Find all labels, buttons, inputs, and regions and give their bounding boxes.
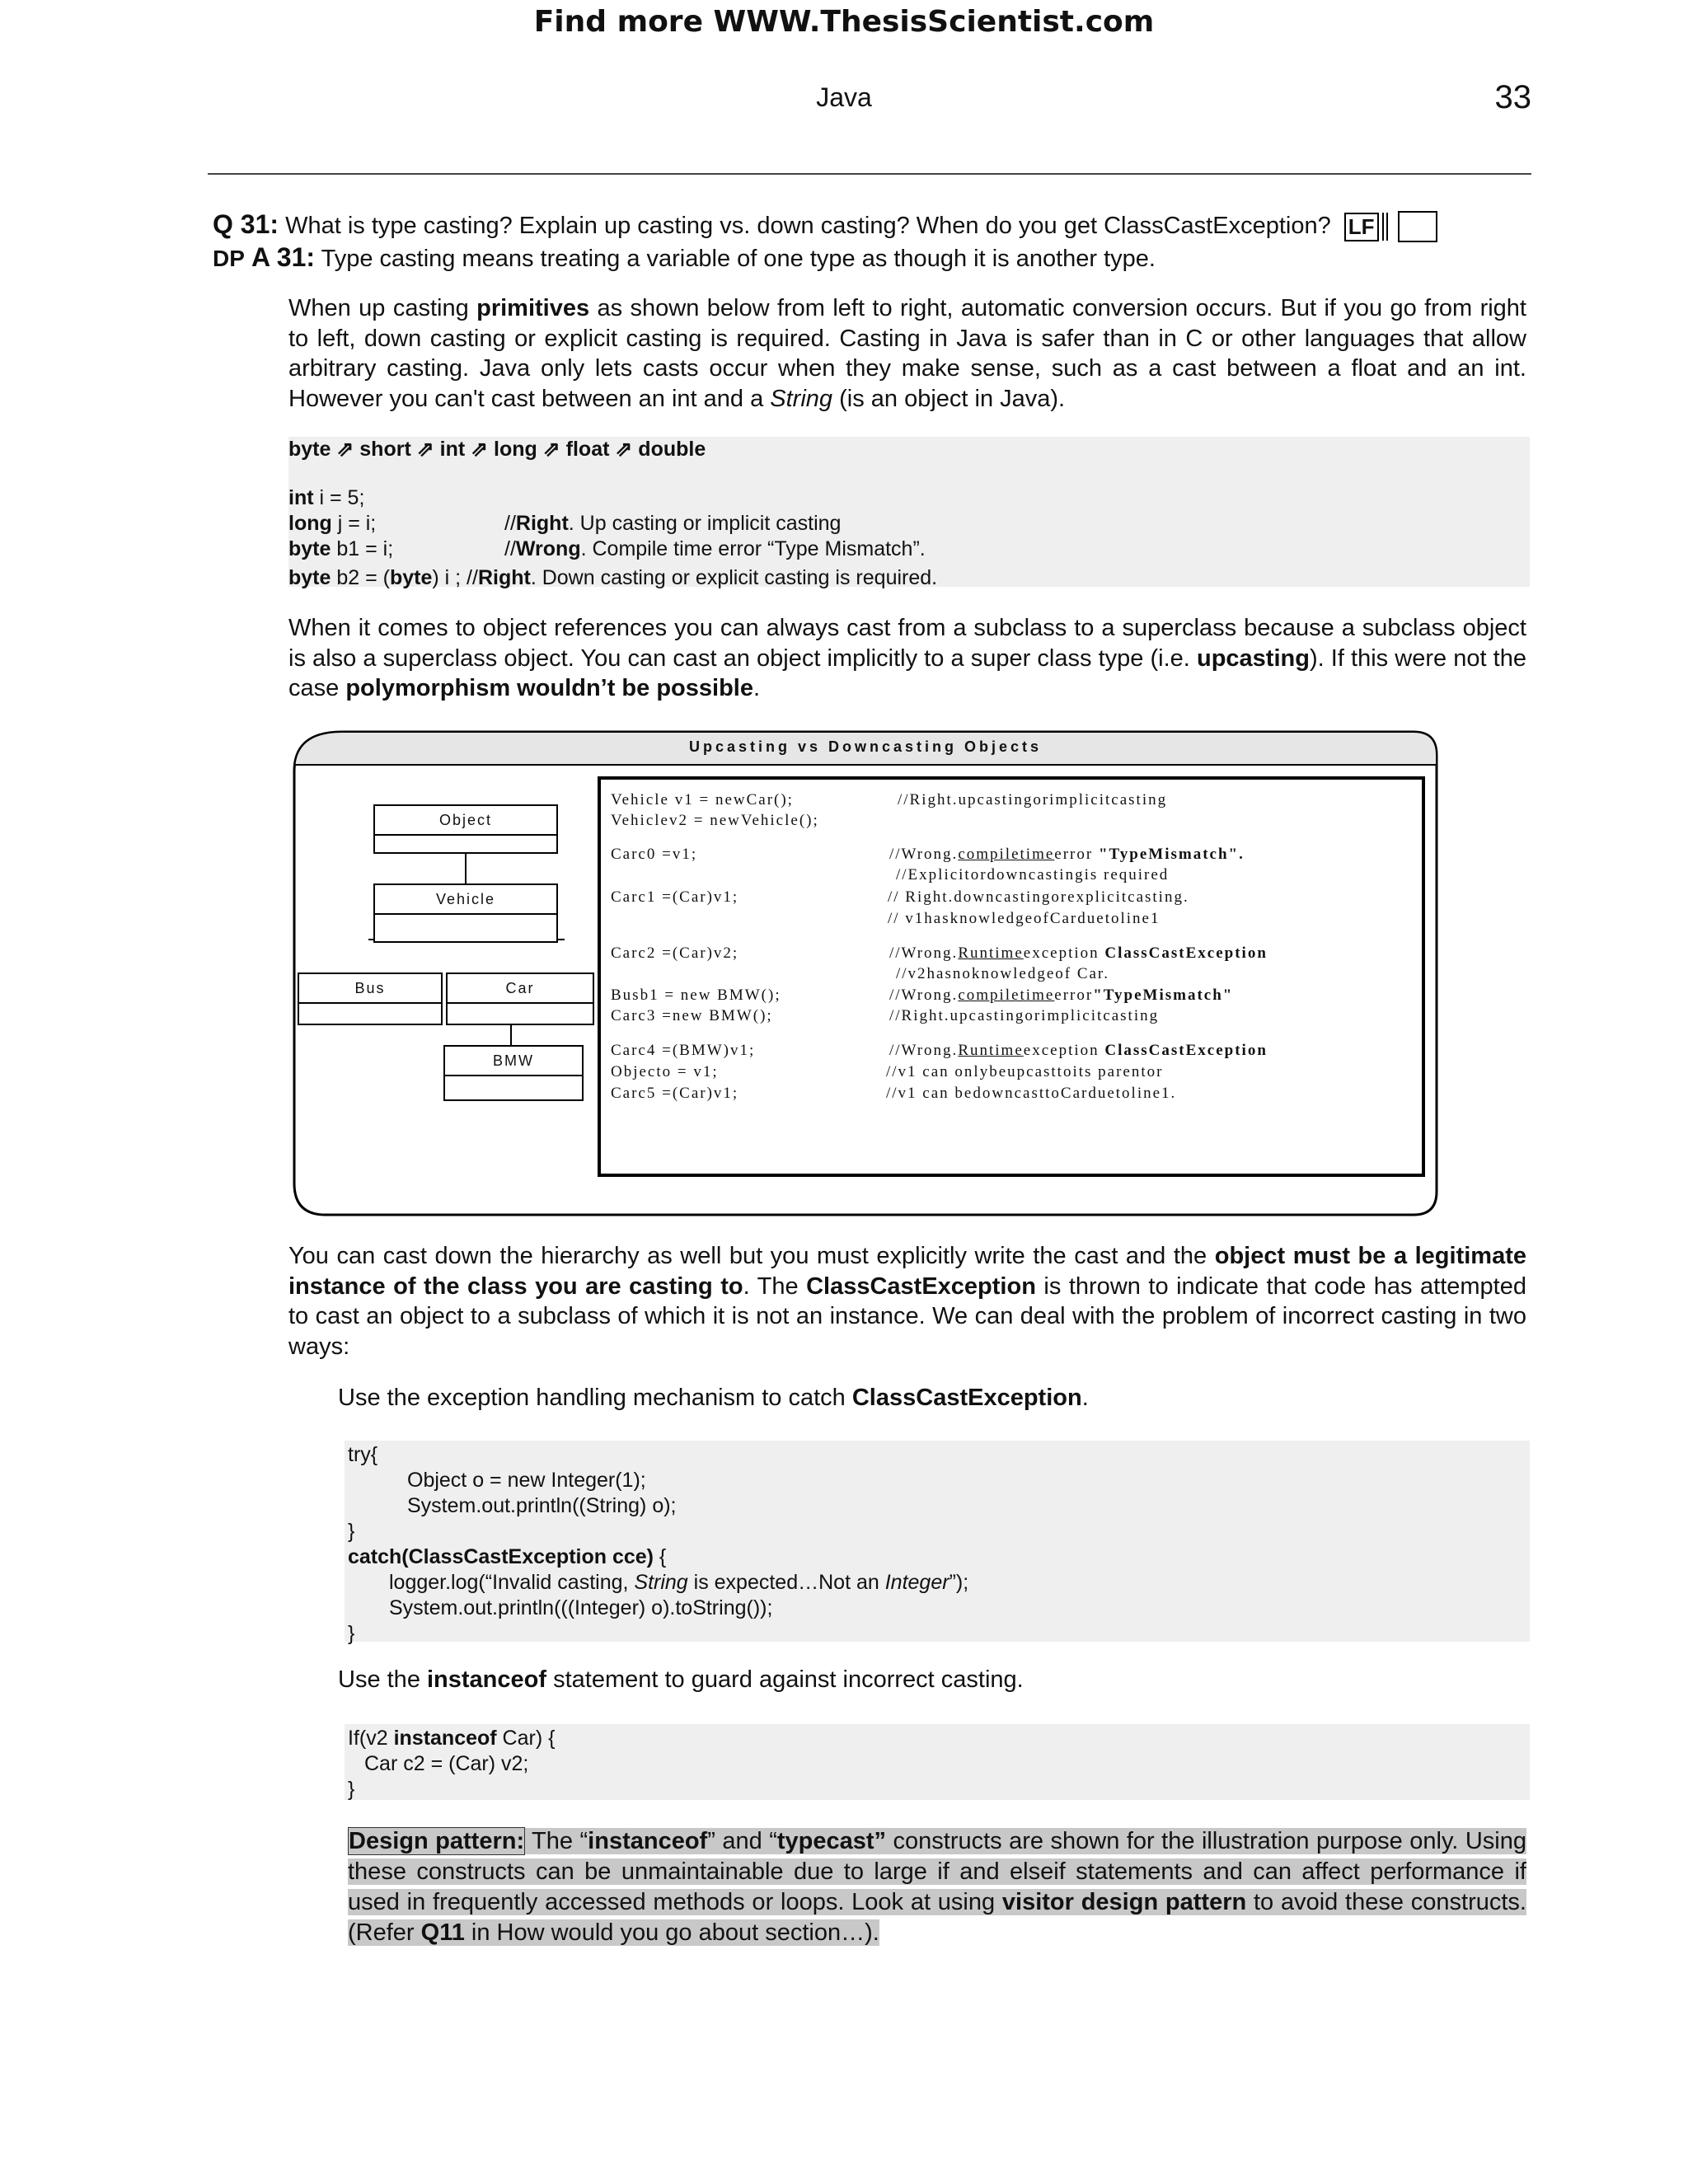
code-line: Carc5 =(Car)v1; //v1 can bedowncasttoCarduetoline1. xyxy=(611,1085,1177,1102)
design-pattern-note: Design pattern: The “instanceof” and “typecast” constructs are shown for the illustration purpose only. Using these constructs can be unmaintainable due to large if and elseif statements and can affect performance if used in frequently accessed methods or loops. Look at using visitor design pattern to avoid these constructs. (Refer Q11 in How would you go about section…). xyxy=(348,1828,1526,1946)
code-line: catch(ClassCastException cce) { xyxy=(348,1545,667,1568)
diagram-code: Vehicle v1 = newCar(); //Right.upcastingorimplicitcasting Vehiclev2 = newVehicle(); Carc0 =v1; //Wrong.compiletimeerror "TypeMismatch". //Explicitordowncastingis required Carc1 =(Car)v1; // Right.downcastingorexplicitcasting. // v1hasknowledgeofCarduetoline1 Carc2 =(Car)v2; //Wrong.Runtimeexception ClassCastException //v2hasnoknowledgeof Car. Busb1 = new BMW(); //Wrong.compiletimeerror"TypeMismatch" Carc3 =new BMW(); //Right.upcastingorimplicitcasting Carc4 =(BMW)v1; //Wrong.Runtimeexception ClassCastException Objecto = v1; //v1 can onlybeupcasttoits parentor Carc5 =(Car)v1; //v1 can bedowncasttoCarduetoline1. xyxy=(611,791,1268,1102)
class-bus: Bus xyxy=(298,972,443,1025)
question-label: Q 31: xyxy=(213,209,279,239)
code-line: Vehiclev2 = newVehicle(); xyxy=(611,812,819,829)
arrow-icon: ⇗ xyxy=(416,438,434,461)
paragraph-downcasting: You can cast down the hierarchy as well but you must explicitly write the cast and the object must be a legitimate instance of the class you are casting to. The ClassCastException is thrown to indicate that code has attempted to cast an object to a subclass of which it is not an instance. We can deal with the problem of incorrect casting in two ways: xyxy=(288,1243,1526,1360)
code-line: logger.log(“Invalid casting, String is expected…Not an Integer”); xyxy=(389,1571,969,1594)
class-vehicle: Vehicle xyxy=(373,883,558,943)
code-line: Car c2 = (Car) v2; xyxy=(364,1752,529,1775)
question-text: What is type casting? Explain up casting vs. down casting? When do you get ClassCastException? xyxy=(285,213,1331,239)
class-object: Object xyxy=(373,804,558,854)
instanceof-code xyxy=(348,1726,555,1802)
code-line: } xyxy=(348,1778,355,1801)
arrow-icon: ⇗ xyxy=(336,438,354,461)
tag-divider xyxy=(1382,213,1388,241)
arrow-icon: ⇗ xyxy=(542,438,560,461)
code-line: Objecto = v1; //v1 can onlybeupcasttoits parentor xyxy=(611,1063,1164,1080)
try-catch-code xyxy=(348,1442,968,1647)
bold-text: primitives xyxy=(476,295,590,321)
text: (is an object in Java). xyxy=(832,385,1066,412)
code-line: } xyxy=(348,1520,355,1543)
empty-tag-box xyxy=(1398,211,1437,242)
primitives-code xyxy=(288,437,1530,591)
type-int: int xyxy=(439,438,466,461)
code-line: Carc1 =(Car)v1; // Right.downcastingorexplicitcasting. xyxy=(611,888,1189,906)
header-rule xyxy=(208,173,1531,175)
type-long: long xyxy=(494,438,537,461)
source-banner: Find more WWW.ThesisScientist.com xyxy=(533,5,1155,39)
type-short: short xyxy=(359,438,411,461)
diagram-title: Upcasting vs Downcasting Objects xyxy=(688,738,1043,755)
code-line: try{ xyxy=(348,1443,378,1466)
code-line: Vehicle v1 = newCar(); //Right.upcastingorimplicitcasting xyxy=(611,791,1168,808)
code-line: Object o = new Integer(1); xyxy=(407,1469,646,1492)
answer-line xyxy=(213,242,1156,273)
italic-text: String xyxy=(770,385,833,412)
paragraph-primitives xyxy=(288,293,1526,414)
code-line: Busb1 = new BMW(); //Wrong.compiletimeerror"TypeMismatch" xyxy=(611,987,1234,1004)
upcasting-diagram xyxy=(293,730,1438,1216)
dp-label: DP xyxy=(213,246,245,271)
type-double: double xyxy=(638,438,706,461)
text: When up casting xyxy=(288,295,477,321)
code-line: System.out.println((String) o); xyxy=(407,1494,677,1517)
way-exception-handling: Use the exception handling mechanism to catch ClassCastException. xyxy=(338,1385,1089,1411)
text: as shown below from left to right, automatic conversion occurs. But if you go from right to left, down casting or explicit casting is required. Casting in Java is safer than in C or other languages that allow arbitrary casting. Java only lets casts occur when they make sense, such as a cast between a float and an int. However you can't cast between an int and a xyxy=(288,295,1526,412)
question-line xyxy=(213,209,1437,242)
code-line: byte b2 = (byte) i ; //Right. Down casting or explicit casting is required. xyxy=(288,566,938,589)
type-float: float xyxy=(565,438,610,461)
code-line: Carc0 =v1; //Wrong.compiletimeerror "TypeMismatch". xyxy=(611,846,1245,863)
code-line: Carc4 =(BMW)v1; //Wrong.Runtimeexception ClassCastException xyxy=(611,1042,1268,1059)
code-line: int i = 5; xyxy=(288,486,365,509)
code-line: System.out.println(((Integer) o).toString()); xyxy=(389,1596,773,1619)
code-line: long j = i; //Right. Up casting or implicit casting xyxy=(288,512,842,535)
type-byte: byte xyxy=(288,438,331,461)
code-line: Carc3 =new BMW(); //Right.upcastingorimplicitcasting xyxy=(611,1007,1160,1024)
arrow-icon: ⇗ xyxy=(615,438,633,461)
running-title: Java xyxy=(816,82,872,112)
answer-label: A 31: xyxy=(251,242,316,272)
paragraph-object-references: When it comes to object references you can always cast from a subclass to a superclass because a subclass object is also a superclass object. You can cast an object implicitly to a super class type (i.e. upcasting). If this were not the case polymorphism wouldn’t be possible. xyxy=(288,615,1526,701)
code-line: If(v2 instanceof Car) { xyxy=(348,1727,556,1750)
arrow-icon: ⇗ xyxy=(471,438,489,461)
lf-tag: LF xyxy=(1344,213,1379,241)
class-car: Car xyxy=(446,972,594,1025)
code-line: byte b1 = i; //Wrong. Compile time error “Type Mismatch”. xyxy=(288,537,926,560)
page-number: 33 xyxy=(1494,79,1531,115)
way-instanceof: Use the instanceof statement to guard against incorrect casting. xyxy=(338,1666,1024,1693)
widening-order xyxy=(288,437,1530,462)
class-bmw: BMW xyxy=(443,1045,584,1101)
answer-text: Type casting means treating a variable of one type as though it is another type. xyxy=(321,246,1156,272)
design-pattern-label: Design pattern: xyxy=(349,1828,525,1854)
code-line: } xyxy=(348,1622,355,1645)
code-line: Carc2 =(Car)v2; //Wrong.Runtimeexception ClassCastException xyxy=(611,944,1268,962)
